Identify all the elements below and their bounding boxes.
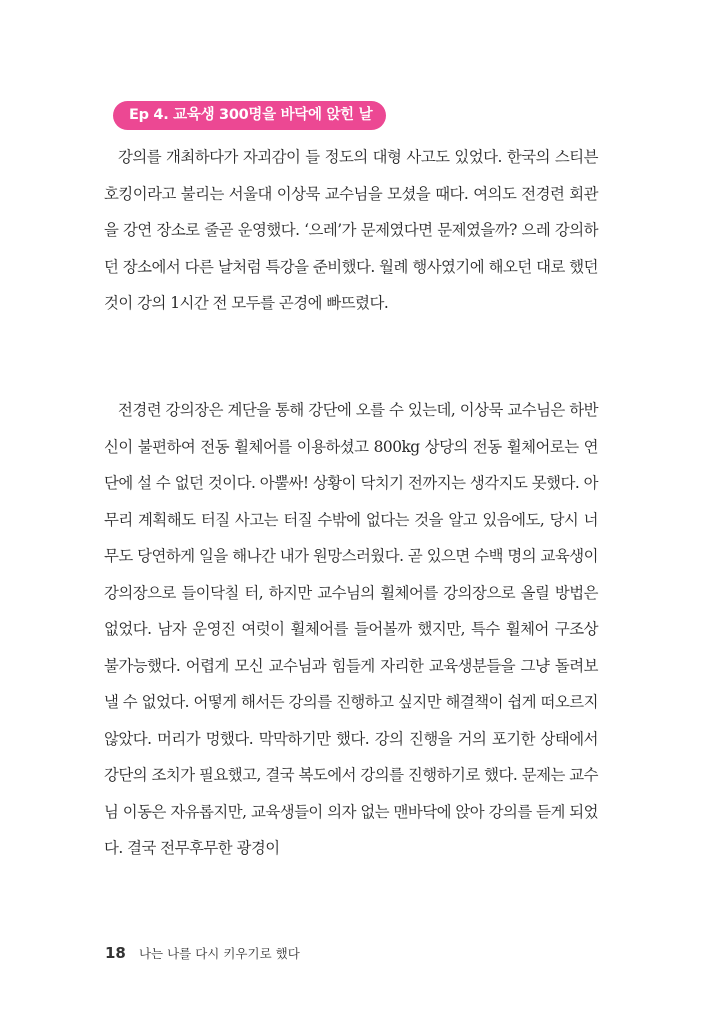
page-number: 18 (105, 944, 126, 962)
page-footer (105, 943, 300, 962)
episode-badge: Ep 4. 교육생 300명을 바닥에 앉힌 날 (113, 101, 386, 130)
body-paragraph-1: 강의를 개최하다가 자괴감이 들 정도의 대형 사고도 있었다. 한국의 스티븐 호킹이라고 불리는 서울대 이상묵 교수님을 모셨을 때다. 여의도 전경련 회관을 강연 장소로 줄곧 운영했다. ‘으레’가 문제였다면 문제였을까? 으레 강의하던 장소에서 다른 날처럼 특강을 준비했다. 월례 행사였기에 해오던 대로 했던 것이 강의 1시간 전 모두를 곤경에 빠뜨렸다. (104, 148, 598, 312)
body-paragraph-2: 전경련 강의장은 계단을 통해 강단에 오를 수 있는데, 이상묵 교수님은 하반신이 불편하여 전동 휠체어를 이용하셨고 800kg 상당의 전동 휠체어로는 연단에 설 수 없던 것이다. 아뿔싸! 상황이 닥치기 전까지는 생각지도 못했다. 아무리 계획해도 터질 사고는 터질 수밖에 없다는 것을 알고 있음에도, 당시 너무도 당연하게 일을 해나간 내가 원망스러웠다. 곧 있으면 수백 명의 교육생이 강의장으로 들이닥칠 터, 하지만 교수님의 휠체어를 강의장으로 올릴 방법은 없었다. 남자 운영진 여럿이 휠체어를 들어볼까 했지만, 특수 휠체어 구조상 불가능했다. 어렵게 모신 교수님과 힘들게 자리한 교육생분들을 그냥 돌려보낼 수 없었다. 어떻게 해서든 강의를 진행하고 싶지만 해결책이 쉽게 떠오르지 않았다. 머리가 멍했다. 막막하기만 했다. 강의 진행을 거의 포기한 상태에서 강단의 조치가 필요했고, 결국 복도에서 강의를 진행하기로 했다. 문제는 교수님 이동은 자유롭지만, 교육생들이 의자 없는 맨바닥에 앉아 강의를 듣게 되었다. 결국 전무후무한 광경이 (104, 401, 598, 857)
book-title: 나는 나를 다시 키우기로 했다 (138, 946, 300, 961)
